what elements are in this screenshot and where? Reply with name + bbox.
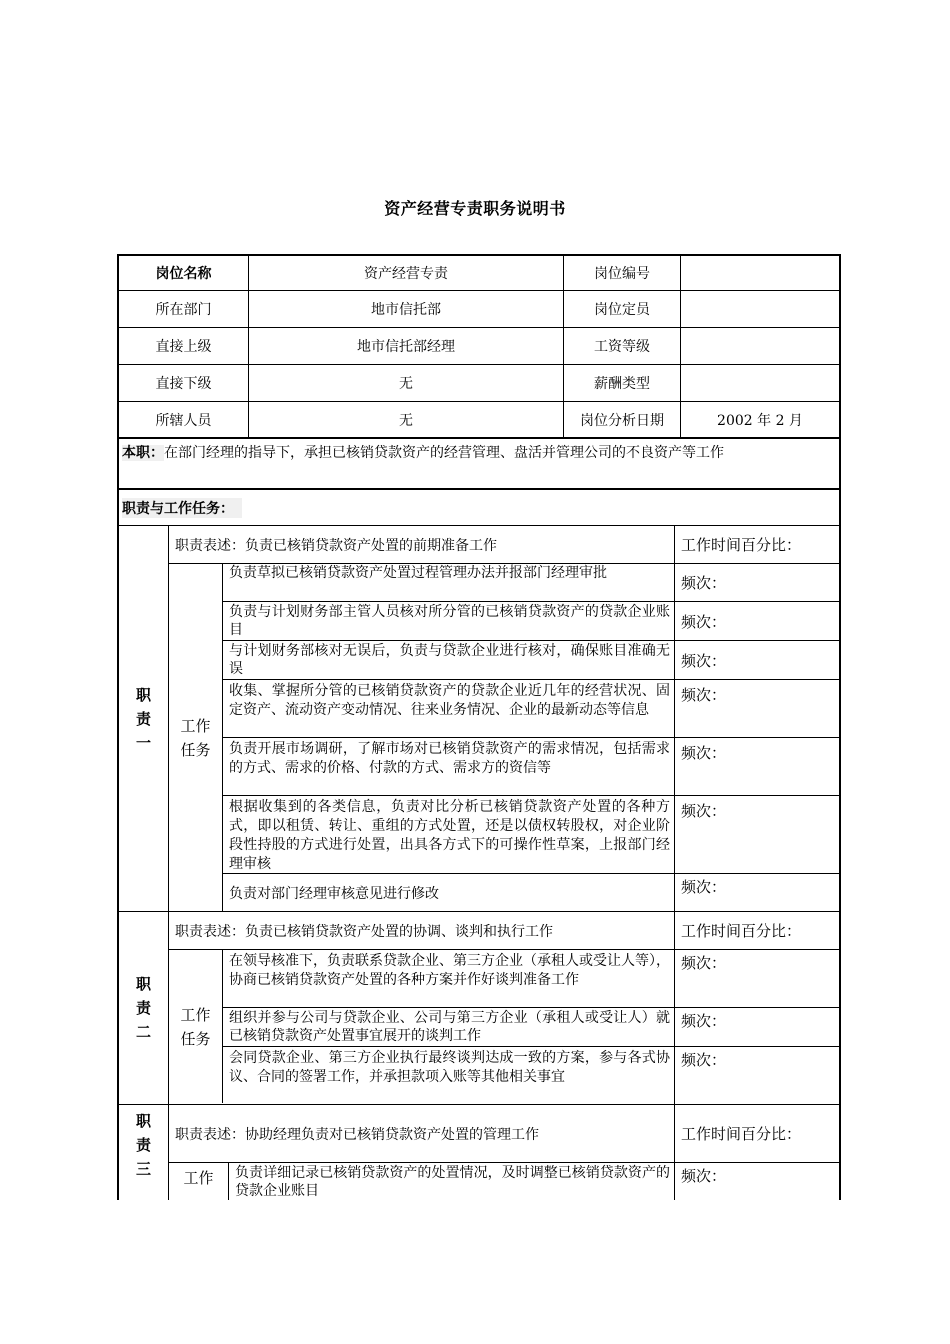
- task-1-1-freq: 频次：: [681, 574, 727, 592]
- task-1-6-freq: 频次：: [681, 802, 727, 820]
- responsibility-1-label: [119, 526, 168, 911]
- responsibility-1-statement: 职责表述：负责已核销贷款资产处置的前期准备工作: [175, 537, 497, 554]
- responsibility-3-label: [119, 1105, 168, 1200]
- page-title: 资产经营专责职务说明书: [384, 199, 566, 218]
- post-name-value: 资产经营专责: [364, 266, 448, 282]
- task-2-2-freq: 频次：: [681, 1012, 727, 1030]
- table-right-border: [839, 254, 841, 1200]
- subordinate-label: 直接下级: [155, 376, 212, 392]
- responsibility-2-label: [119, 912, 168, 1104]
- quota-label: 岗位定员: [594, 302, 650, 318]
- responsibility-2-percent: 工作时间百分比：: [681, 922, 802, 940]
- task-2-2: 组织并参与公司与贷款企业、公司与第三方企业（承租人或受让人）就已核销贷款资产处置事宜展开的谈判工作: [229, 1010, 670, 1044]
- responsibility-3-statement: 职责表述：协助经理负责对已核销贷款资产处置的管理工作: [175, 1126, 539, 1143]
- managed-label: 所辖人员: [155, 412, 212, 429]
- task-2-3-freq: 频次：: [681, 1051, 727, 1069]
- task-1-4-freq: 频次：: [681, 686, 727, 704]
- wage-value: [681, 328, 839, 364]
- task-3-1: 负责详细记录已核销贷款资产的处置情况，及时调整已核销贷款资产的贷款企业账目: [235, 1165, 670, 1199]
- responsibility-2-task-label: 工作 任务: [180, 1006, 211, 1048]
- task-1-1: 负责草拟已核销贷款资产处置过程管理办法并报部门经理审批: [229, 565, 607, 581]
- responsibility-1-percent: 工作时间百分比：: [681, 536, 802, 554]
- responsibility-3-task-label: 工作: [183, 1169, 214, 1187]
- task-1-7: 负责对部门经理审核意见进行修改: [229, 885, 439, 902]
- superior-label: 直接上级: [155, 339, 212, 355]
- subordinate-value: 无: [399, 376, 413, 392]
- responsibility-1-task-label: 工作 任务: [180, 716, 211, 759]
- post-no-value: [681, 256, 839, 290]
- managed-value: 无: [399, 412, 413, 429]
- task-1-5-freq: 频次：: [681, 744, 727, 762]
- divider: [117, 437, 841, 439]
- post-name-label: 岗位名称: [155, 266, 212, 282]
- duty-section: [119, 441, 839, 487]
- task-1-3-freq: 频次：: [681, 651, 727, 670]
- superior-value: 地市信托部经理: [357, 339, 455, 355]
- task-1-7-freq: 频次：: [681, 878, 727, 896]
- task-2-3: 会同贷款企业、第三方企业执行最终谈判达成一致的方案，参与各式协议、合同的签署工作，并承担款项入账等其他相关事宜: [229, 1050, 670, 1085]
- responsibility-3-percent: 工作时间百分比：: [681, 1125, 802, 1143]
- responsibility-3-chars: 职 责 三: [135, 1112, 151, 1178]
- section-title: [119, 490, 839, 525]
- task-2-1: 在领导核准下，负责联系贷款企业、第三方企业（承租人或受让人等），协商已核销贷款资产处置的各种方案并作好谈判准备工作: [229, 953, 670, 988]
- duty-text: 在部门经理的指导下，承担已核销贷款资产的经营管理、盘活并管理公司的不良资产等工作: [164, 445, 724, 461]
- task-1-3: 与计划财务部核对无误后，负责与贷款企业进行核对，确保账目准确无误: [229, 643, 670, 677]
- task-1-6: 根据收集到的各类信息，负责对比分析已核销贷款资产处置的各种方式，即以租赁、转让、重组的方式处置，还是以债权转股权，对企业阶段性持股的方式进行处置，出具各方式下的可操作性草案，上报部门经理审核: [229, 799, 670, 872]
- task-3-1-freq: 频次：: [681, 1167, 727, 1185]
- responsibility-2-statement: 职责表述：负责已核销贷款资产处置的协调、谈判和执行工作: [175, 923, 553, 940]
- task-1-2-freq: 频次：: [681, 612, 727, 631]
- post-no-label: 岗位编号: [594, 266, 650, 282]
- duty-label: 本职：: [122, 445, 164, 461]
- date-value: 2002 年 2 月: [717, 412, 803, 429]
- section-title-text: 职责与工作任务：: [122, 498, 242, 518]
- task-1-4: 收集、掌握所分管的已核销贷款资产的贷款企业近几年的经营状况、固定资产、流动资产变动情况、往来业务情况、企业的最新动态等信息: [229, 683, 670, 718]
- date-label: 岗位分析日期: [580, 412, 664, 429]
- task-1-5: 负责开展市场调研，了解市场对已核销贷款资产的需求情况，包括需求的方式、需求的价格、付款的方式、需求方的资信等: [229, 741, 670, 776]
- responsibility-2-chars: 职 责 二: [135, 975, 151, 1041]
- responsibility-1-chars: 职 责 一: [135, 685, 151, 752]
- wage-label: 工资等级: [594, 339, 650, 355]
- dept-label: 所在部门: [155, 302, 212, 318]
- pay-label: 薪酬类型: [594, 376, 650, 392]
- quota-value: [681, 291, 839, 327]
- pay-value: [681, 365, 839, 401]
- task-1-2: 负责与计划财务部主管人员核对所分管的已核销贷款资产的贷款企业账目: [229, 604, 670, 638]
- task-2-1-freq: 频次：: [681, 954, 727, 972]
- dept-value: 地市信托部: [371, 302, 441, 318]
